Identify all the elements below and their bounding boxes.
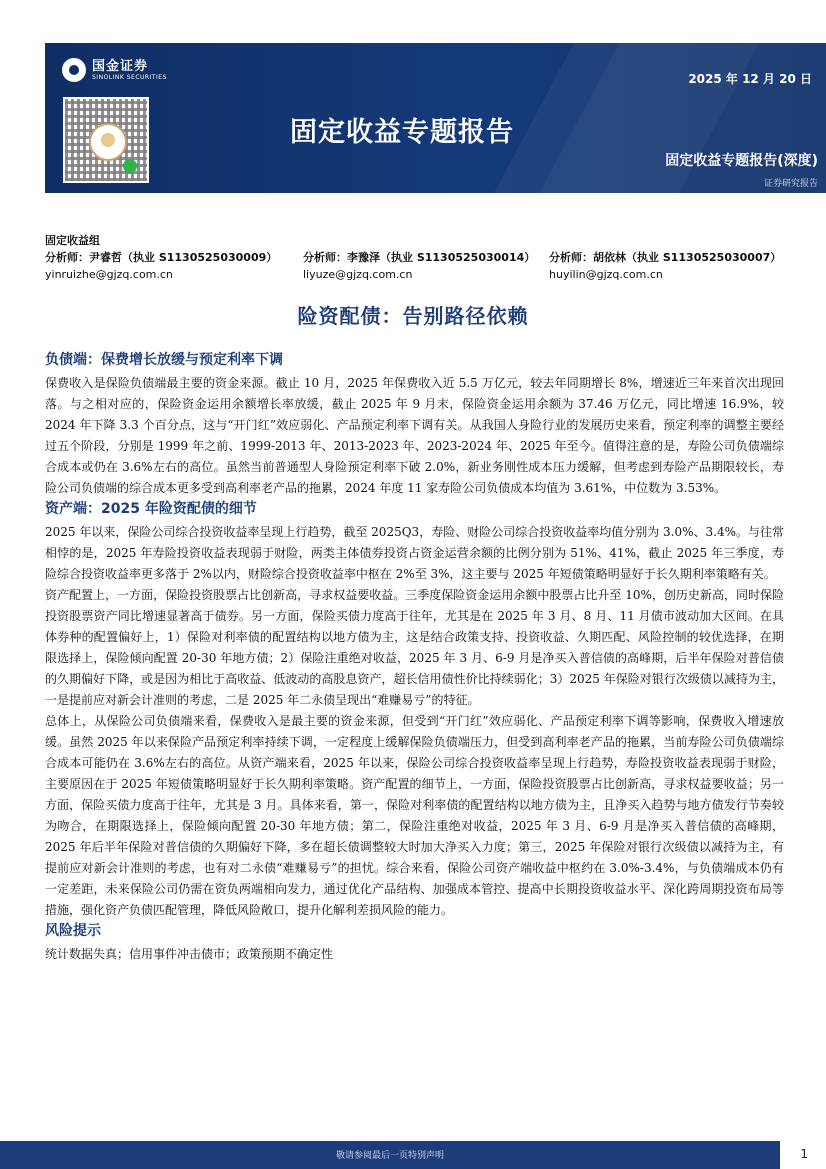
- section-paragraph: 统计数据失真；信用事件冲击债市；政策预期不确定性: [45, 947, 334, 961]
- analyst-email[interactable]: huyilin@gjzq.com.cn: [549, 268, 663, 281]
- company-logo: [62, 58, 167, 82]
- analyst-names: [45, 249, 785, 266]
- wechat-badge-icon: [123, 159, 137, 173]
- analyst-block: [45, 232, 785, 283]
- report-subtitle: 固定收益专题报告(深度): [665, 153, 818, 169]
- analyst-name: 分析师：胡依林（执业 S1130525030007）: [549, 251, 782, 264]
- section-title: 负债端：保费增长放缓与预定利率下调: [45, 352, 283, 368]
- report-body: [45, 350, 784, 965]
- analyst-email[interactable]: liyuze@gjzq.com.cn: [303, 268, 413, 281]
- analyst-emails: [45, 266, 785, 283]
- analyst-name: 分析师：尹睿哲（执业 S1130525030009）: [45, 251, 278, 264]
- logo-name-en: SINOLINK SECURITIES: [92, 73, 167, 81]
- qr-center-logo-icon: [89, 123, 127, 161]
- report-headline: 险资配债：告别路径依赖: [297, 304, 529, 328]
- report-date: 2025 年 12 月 20 日: [688, 72, 812, 86]
- analyst-email[interactable]: yinruizhe@gjzq.com.cn: [45, 268, 173, 281]
- page-number: 1: [800, 1147, 808, 1161]
- footer-notice[interactable]: 敬请参阅最后一页特别声明: [335, 1151, 444, 1161]
- section-title: 风险提示: [45, 923, 101, 939]
- section-paragraph: 总体上，从保险公司负债端来看，保费收入是最主要的资金来源，但受到“开门红”效应弱化、产品预定利率下调等影响，保费收入增速放缓。虽然 2025 年以来保险产品预定利率持续下调，一定程度上缓解保险负债端压力，但受到高利率老产品的拖累，当前寿险公司负债端综合成本可能仍在 3.6%左右的高位。从资产端来看，2025 年以来，保险公司综合投资收益率呈现上行趋势，寿险投资收益表现弱于财险，主要原因在于 2025 年短债策略明显好于长久期利率策略。资产配置的细节上，一方面，保险投资股票占比创新高，寻求权益要收益；另一方面，保险买债力度高于往年，尤其是 3 月。具体来看，第一，保险对利率债的配置结构以地方债为主，且净买入趋势与地方债发行节奏较为吻合，在期限选择上，保险倾向配置 20-30 年地方债；第二，保险注重绝对收益，2025 年 3 月、6-9 月是净买入普信债的高峰期，2025 年后半年保险对普信债的久期偏好下降，多在超长债调整较大时加大净买入力度；第三，2025 年保险对银行次级债以减持为主，有提前应对新会计准则的考虑，也有对二永债“难赚易亏”的担忧。综合来看，保险公司资产端收益中枢约在 3.0%-3.4%，与负债端成本仍有一定差距，未来保险公司仍需在资负两端相向发力，通过优化产品结构、加强成本管控、提高中长期投资收益水平、深化跨周期投资布局等措施，强化资产负债匹配管理，降低风险敞口，提升化解利差损风险的能力。: [45, 714, 784, 917]
- qr-code[interactable]: [63, 97, 149, 183]
- report-title: 固定收益专题报告: [290, 117, 514, 148]
- analyst-name: 分析师：李豫泽（执业 S1130525030014）: [303, 251, 536, 264]
- section-paragraph: 保费收入是保险负债端最主要的资金来源。截止 10 月，2025 年保费收入近 5.5 万亿元，较去年同期增长 8%，增速近三年来首次出现回落。与之相对应的，保险资金运用余额增长率放缓，截止 2025 年 9 月末，保险资金运用余额为 37.46 万亿元，同比增速 16.9%，较 2024 年下降 3.3 个百分点，这与“开门红”效应弱化、产品预定利率下调有关。从我国人身险行业的发展历史来看，预定利率的调整主要经过五个阶段，分别是 1999 年之前、1999-2013 年、2013-2023 年、2023-2024 年、2025 年至今。值得注意的是，寿险公司负债端综合成本或仍在 3.6%左右的高位。虽然当前普通型人身险预定利率下破 2.0%，新业务刚性成本压力缓解，但考虑到寿险产品期限较长，寿险公司负债端的综合成本更多受到高利率老产品的拖累，2024 年度 11 家寿险公司负债成本均值为 3.61%，中位数为 3.53%。: [45, 376, 784, 495]
- section-paragraph: 资产配置上，一方面，保险投资股票占比创新高，寻求权益要收益。三季度保险资金运用余额中股票占比升至 10%，创历史新高，同时保险投资股票资产同比增速显著高于债券。另一方面，保险买债力度高于往年，尤其是在 2025 年 3 月、8 月、11 月债市波动加大区间。在具体券种的配置偏好上，1）保险对利率债的配置结构以地方债为主，这是结合政策支持、投资收益、久期匹配、风险控制的较优选择，在期限选择上，保险倾向配置 20-30 年地方债；2）保险注重绝对收益，2025 年 3 月、6-9 月是净买入普信债的高峰期，后半年保险对普信债的久期偏好下降，或是因为相比于高收益、低波动的高股息资产，超长信用债性价比持续弱化；3）2025 年保险对银行次级债以减持为主，一是提前应对新会计准则的考虑，二是 2025 年二永债呈现出“难赚易亏”的特征。: [45, 588, 784, 707]
- report-tag: 证券研究报告: [763, 179, 818, 189]
- logo-mark-icon: [62, 58, 86, 82]
- logo-name-cn: 国金证券: [92, 58, 149, 74]
- research-group: 固定收益组: [45, 234, 100, 247]
- section-paragraph: 2025 年以来，保险公司综合投资收益率呈现上行趋势，截至 2025Q3，寿险、财险公司综合投资收益率均值分别为 3.0%、3.4%。与往常相悖的是，2025 年寿险投资收益表现弱于财险，两类主体债券投资占资金运营余额的比例分别为 51%、41%，截止 2025 年三季度，寿险综合投资收益率更多落于 2%以内，财险综合投资收益率中枢在 2%至 3%，这主要与 2025 年短债策略明显好于长久期利率策略有关。: [45, 525, 784, 581]
- section-title: 资产端：2025 年险资配债的细节: [45, 501, 257, 517]
